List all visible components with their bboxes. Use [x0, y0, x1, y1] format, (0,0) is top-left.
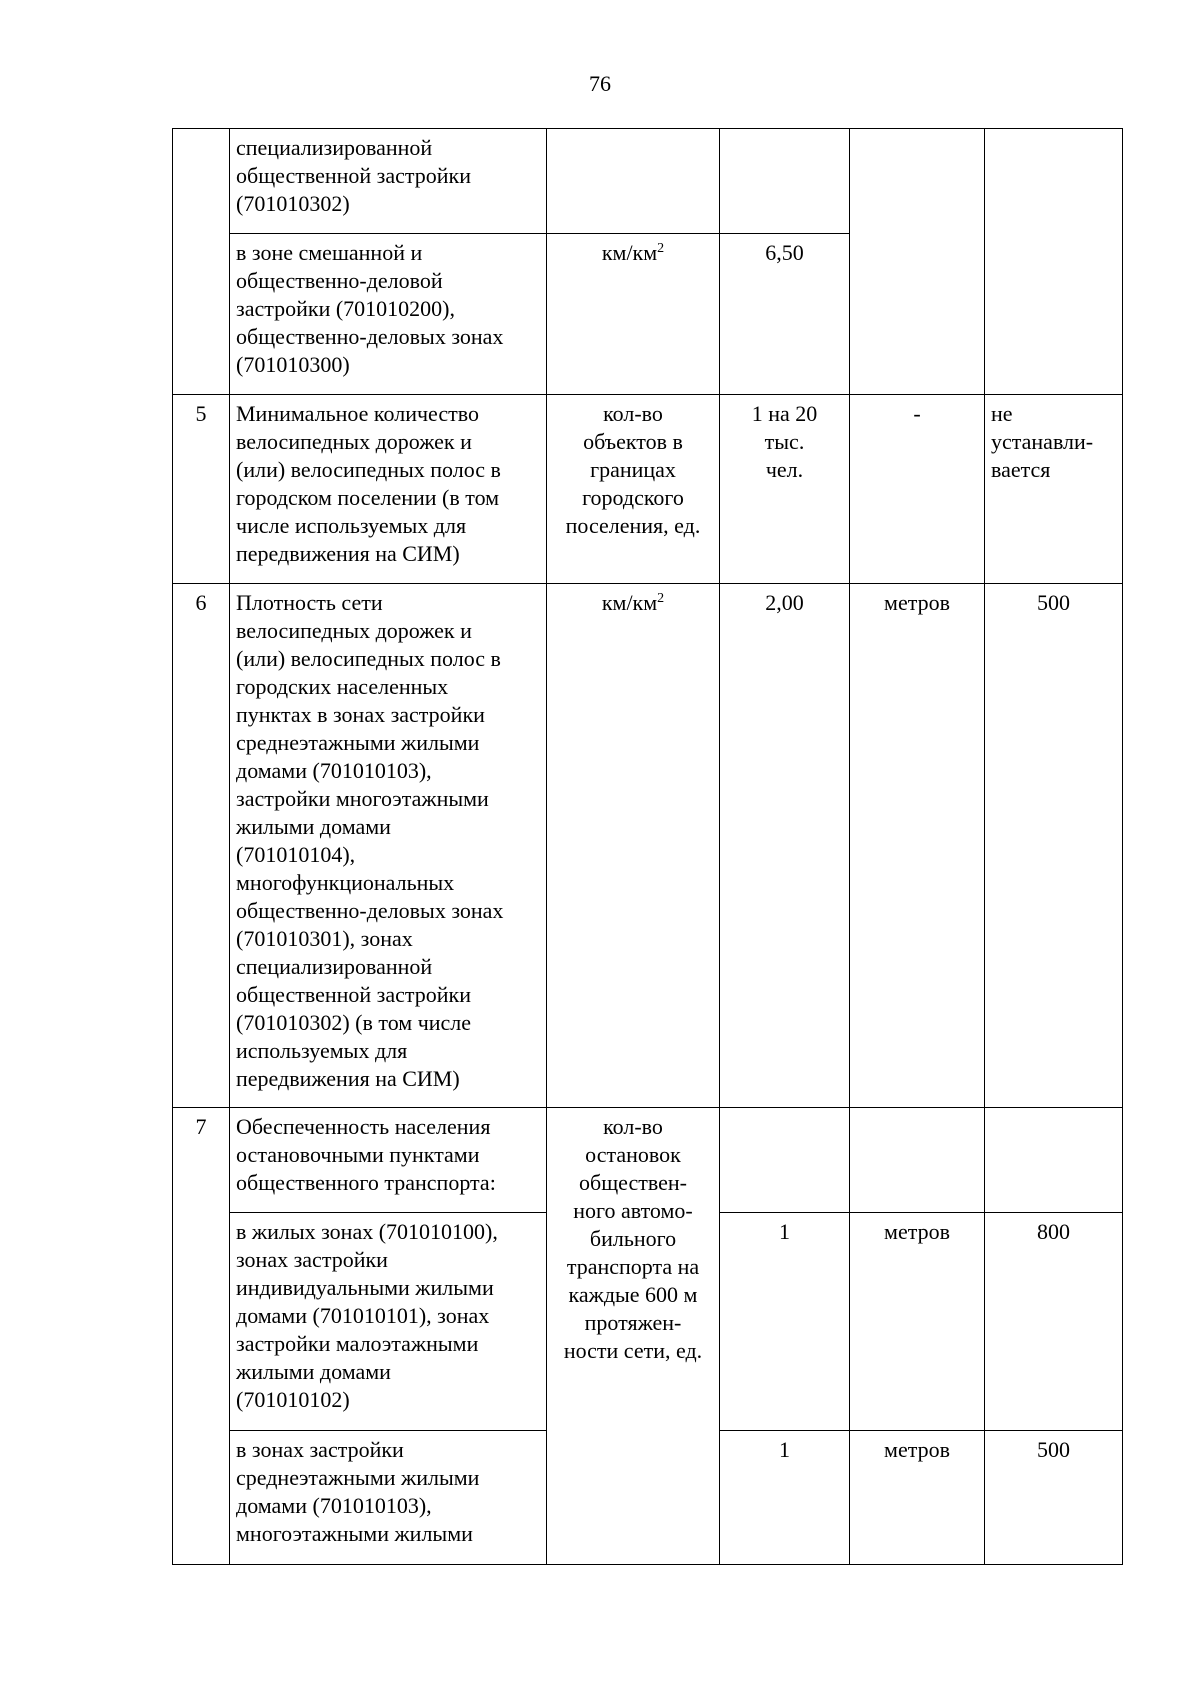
row-number-cell: 6	[173, 584, 230, 1108]
indicator-type-cell: метров	[850, 1431, 985, 1565]
description-cell: Обеспеченность населения остановочными пунктами общественного транспорта:	[230, 1108, 547, 1213]
page-number: 76	[589, 71, 611, 96]
table-row	[173, 584, 1123, 1108]
indicator-type-cell	[850, 1108, 985, 1213]
description-cell: Минимальное количество велосипедных дорожек и (или) велосипедных полос в городском поселении (в том числе используемых для передвижения на СИМ)	[230, 395, 547, 584]
row-number-cell: 7	[173, 1108, 230, 1565]
table-row	[173, 395, 1123, 584]
standards-table	[172, 128, 1123, 1565]
value-cell: 1	[720, 1213, 850, 1431]
indicator-type-cell: метров	[850, 1213, 985, 1431]
unit-cell: кол-во объектов в границах городского поселения, ед.	[547, 395, 720, 584]
indicator-type-cell: -	[850, 395, 985, 584]
unit-cell: кол-во остановок обществен- ного автомо- бильного транспорта на каждые 600 м протяжен- ности сети, ед.	[547, 1108, 720, 1565]
row-number-cell	[173, 129, 230, 395]
limit-value-cell: 800	[985, 1213, 1123, 1431]
description-cell: Плотность сети велосипедных дорожек и (или) велосипедных полос в городских населенных пунктах в зонах застройки среднеэтажными жилыми домами (701010103), застройки многоэтажными жилыми домами (701010104), многофункциональных общественно-деловых зонах (701010301), зонах специализированной общественной застройки (701010302) (в том числе используемых для передвижения на СИМ)	[230, 584, 547, 1108]
value-cell: 1	[720, 1431, 850, 1565]
limit-value-cell: 500	[985, 584, 1123, 1108]
limit-value-cell: 500	[985, 1431, 1123, 1565]
value-cell: 1 на 20 тыс. чел.	[720, 395, 850, 584]
indicator-type-cell	[850, 129, 985, 395]
indicator-type-cell: метров	[850, 584, 985, 1108]
value-cell: 2,00	[720, 584, 850, 1108]
description-cell: в зонах застройки среднеэтажными жилыми домами (701010103), многоэтажными жилыми	[230, 1431, 547, 1565]
table-row	[173, 1108, 1123, 1213]
value-cell: 6,50	[720, 234, 850, 395]
description-cell: специализированной общественной застройки (701010302)	[230, 129, 547, 234]
row-number-cell: 5	[173, 395, 230, 584]
unit-cell	[547, 129, 720, 234]
limit-value-cell	[985, 1108, 1123, 1213]
value-cell	[720, 129, 850, 234]
limit-value-cell	[985, 129, 1123, 395]
table-row	[173, 129, 1123, 234]
unit-cell: $км/км^2$	[547, 234, 720, 395]
value-cell	[720, 1108, 850, 1213]
unit-cell: $км/км^2$	[547, 584, 720, 1108]
limit-value-cell: не устанавли- вается	[985, 395, 1123, 584]
description-cell: в зоне смешанной и общественно-деловой застройки (701010200), общественно-деловых зонах (701010300)	[230, 234, 547, 395]
description-cell: в жилых зонах (701010100), зонах застройки индивидуальными жилыми домами (701010101), зонах застройки малоэтажными жилыми домами (701010102)	[230, 1213, 547, 1431]
